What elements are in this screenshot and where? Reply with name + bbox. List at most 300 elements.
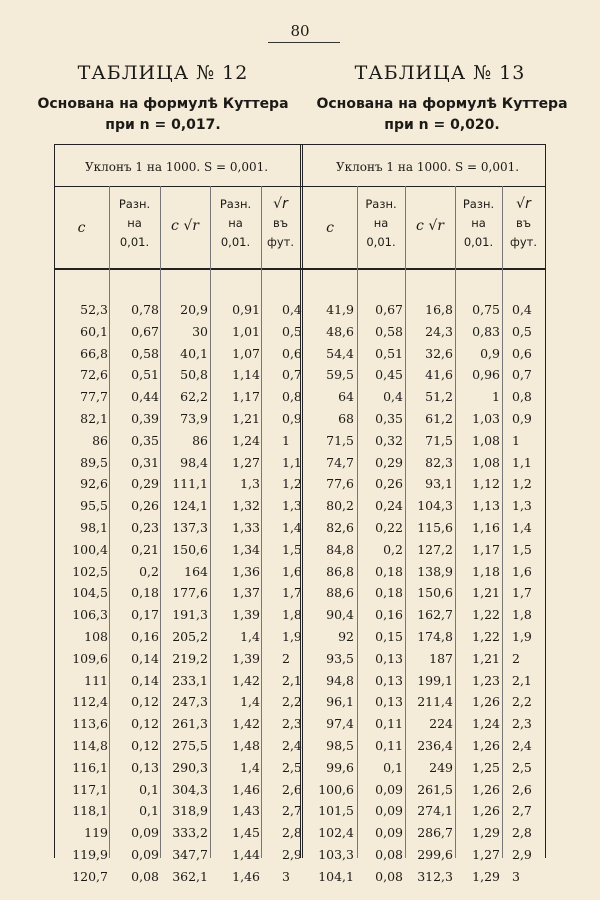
cell-t13-cvr: 162,7	[417, 607, 453, 623]
cell-t13-vr: 1,4	[512, 519, 532, 535]
cell-t12-cvr: 261,3	[172, 716, 208, 732]
cell-t13-c: 94,8	[326, 672, 354, 688]
cell-t13-c: 90,4	[326, 607, 354, 623]
cell-t12-diff: 0,18	[131, 585, 159, 601]
cell-t13-c: 97,4	[326, 716, 354, 732]
cell-t13-c: 96,1	[326, 694, 354, 710]
cell-t13-diff: 0,13	[375, 650, 403, 666]
cell-t12-vr: 1,7	[282, 585, 302, 601]
header-diff	[109, 195, 160, 252]
cell-t13-cvr: 312,3	[417, 868, 453, 884]
table-row	[54, 476, 546, 498]
cell-t12-diff: 1,37	[232, 585, 260, 601]
cell-t13-cvr: 71,5	[425, 432, 453, 448]
cell-t12-cvr: 62,2	[180, 389, 208, 405]
cell-t13-vr: 2,1	[512, 672, 532, 688]
header-vr-line3: фут.	[267, 235, 294, 249]
slope-row-divider	[54, 186, 546, 187]
cell-t13-cvr: 32,6	[425, 345, 453, 361]
cell-t12-c: 82,1	[80, 410, 108, 426]
cell-t13-cvr: 174,8	[417, 628, 453, 644]
cell-t12-diff: 0,1	[139, 781, 159, 797]
cell-t13-diff: 0,75	[472, 302, 500, 317]
cell-t13-vr: 2	[512, 650, 520, 666]
header-diff-line2: на	[471, 216, 486, 230]
cell-t12-vr: 0,4	[282, 302, 302, 317]
cell-t12-c: 117,1	[72, 781, 108, 797]
cell-t13-diff: 0,1	[383, 759, 403, 775]
cell-t12-vr: 2,7	[282, 803, 302, 819]
header-cvr: c √r	[171, 218, 199, 234]
cell-t12-vr: 2,9	[282, 846, 302, 862]
cell-t12-cvr: 111,1	[172, 476, 208, 492]
cell-t12-diff: 0,08	[131, 868, 159, 884]
cell-t13-c: 98,5	[326, 737, 354, 753]
cell-t12-cvr: 98,4	[180, 454, 208, 470]
header-vr-line1: √r	[273, 196, 288, 212]
cell-t12-c: 98,1	[80, 519, 108, 535]
header-vr-line2: въ	[516, 216, 531, 230]
cell-t12-cvr: 124,1	[172, 498, 208, 514]
table-row	[54, 760, 546, 782]
table-row	[54, 607, 546, 629]
cell-t12-c: 120,7	[72, 868, 108, 884]
cell-t13-c: 104,1	[318, 868, 354, 884]
cell-t13-diff: 1,21	[472, 650, 500, 666]
cell-t13-diff: 0,26	[375, 476, 403, 492]
cell-t12-c: 118,1	[72, 803, 108, 819]
table-12-title: ТАБЛИЦА № 12	[77, 62, 249, 84]
cell-t13-c: 99,6	[326, 759, 354, 775]
header-vr	[502, 195, 545, 252]
cell-t13-c: 92	[338, 628, 354, 644]
cell-t13-c: 84,8	[326, 541, 354, 557]
cell-t12-cvr: 290,3	[172, 759, 208, 775]
table-13-subtitle-line2: при n = 0,020.	[384, 117, 500, 133]
cell-t12-diff: 0,44	[131, 389, 159, 405]
cell-t12-c: 52,3	[80, 302, 108, 317]
cell-t12-cvr: 333,2	[172, 825, 208, 841]
cell-t12-vr: 1,1	[282, 454, 302, 470]
table-row	[54, 651, 546, 673]
cell-t13-diff: 0,13	[375, 672, 403, 688]
cell-t12-vr: 1,8	[282, 607, 302, 623]
cell-t13-c: 100,6	[318, 781, 354, 797]
cell-t12-c: 119,9	[72, 846, 108, 862]
cell-t13-diff: 1,27	[472, 846, 500, 862]
cell-t13-diff: 0,08	[375, 868, 403, 884]
cell-t12-diff: 1,14	[232, 367, 260, 383]
cell-t12-c: 77,7	[80, 389, 108, 405]
table-row	[54, 825, 546, 847]
cell-t12-diff: 0,17	[131, 607, 159, 623]
cell-t13-diff: 0,9	[480, 345, 500, 361]
cell-t13-c: 71,5	[326, 432, 354, 448]
cell-t13-diff: 0,83	[472, 323, 500, 339]
cell-t13-diff: 0,45	[375, 367, 403, 383]
table-row	[54, 716, 546, 738]
cell-t12-diff: 1,4	[240, 694, 260, 710]
cell-t13-c: 41,9	[326, 302, 354, 317]
header-vr-line2: въ	[273, 216, 288, 230]
cell-t12-diff: 0,51	[131, 367, 159, 383]
cell-t12-cvr: 30	[192, 323, 208, 339]
cell-t13-cvr: 61,2	[425, 410, 453, 426]
cell-t13-vr: 1,3	[512, 498, 532, 514]
cell-t12-vr: 2	[282, 650, 290, 666]
table-row	[54, 498, 546, 520]
cell-t12-diff: 1,34	[232, 541, 260, 557]
cell-t13-diff: 0,18	[375, 585, 403, 601]
cell-t13-vr: 0,9	[512, 410, 532, 426]
cell-t13-vr: 0,7	[512, 367, 532, 383]
cell-t13-diff: 1,26	[472, 803, 500, 819]
cell-t13-diff: 0,16	[375, 607, 403, 623]
cell-t13-diff: 0,11	[375, 716, 403, 732]
cell-t13-c: 93,5	[326, 650, 354, 666]
cell-t12-c: 66,8	[80, 345, 108, 361]
cell-t13-cvr: 299,6	[417, 846, 453, 862]
cell-t12-vr: 1,5	[282, 541, 302, 557]
cell-t13-diff: 1,22	[472, 628, 500, 644]
cell-t13-diff: 0,15	[375, 628, 403, 644]
cell-t13-diff: 0,22	[375, 519, 403, 535]
cell-t13-diff: 0,09	[375, 781, 403, 797]
table-row	[54, 324, 546, 346]
cell-t12-diff: 1,24	[232, 432, 260, 448]
cell-t13-diff: 0,09	[375, 803, 403, 819]
cell-t12-c: 72,6	[80, 367, 108, 383]
cell-t12-diff: 1,42	[232, 716, 260, 732]
cell-t12-diff: 0,2	[139, 563, 159, 579]
table-row	[54, 585, 546, 607]
cell-t12-diff: 1,17	[232, 389, 260, 405]
cell-t12-c: 113,6	[72, 716, 108, 732]
table-row	[54, 389, 546, 411]
page-number: 80	[290, 22, 310, 40]
cell-t12-diff: 0,12	[131, 716, 159, 732]
cell-t12-diff: 0,23	[131, 519, 159, 535]
cell-t13-diff: 1,29	[472, 868, 500, 884]
cell-t13-diff: 0,4	[383, 389, 403, 405]
table-row	[54, 782, 546, 804]
table-row	[54, 738, 546, 760]
cell-t12-diff: 1,39	[232, 650, 260, 666]
cell-t12-cvr: 219,2	[172, 650, 208, 666]
cell-t12-diff: 1,46	[232, 868, 260, 884]
cell-t13-diff: 1,13	[472, 498, 500, 514]
header-divider	[54, 268, 546, 270]
cell-t13-diff: 0,13	[375, 694, 403, 710]
table-row	[54, 520, 546, 542]
cell-t12-diff: 1,33	[232, 519, 260, 535]
cell-t13-cvr: 199,1	[417, 672, 453, 688]
cell-t13-vr: 3	[512, 868, 520, 884]
table-13-subtitle-line1: Основана на формулѣ Куттера	[316, 96, 568, 112]
cell-t12-c: 116,1	[72, 759, 108, 775]
cell-t13-diff: 1,26	[472, 694, 500, 710]
page-number-rule	[268, 42, 340, 43]
cell-t12-cvr: 318,9	[172, 803, 208, 819]
table-12-subtitle-line1: Основана на формулѣ Куттера	[37, 96, 289, 112]
cell-t12-diff: 0,39	[131, 410, 159, 426]
cell-t12-diff: 1,45	[232, 825, 260, 841]
cell-t13-vr: 1,1	[512, 454, 532, 470]
cell-t13-diff: 1,12	[472, 476, 500, 492]
cell-t13-diff: 1,21	[472, 585, 500, 601]
cell-t12-vr: 0,7	[282, 367, 302, 383]
cell-t13-cvr: 138,9	[417, 563, 453, 579]
cell-t12-diff: 0,1	[139, 803, 159, 819]
cell-t12-vr: 2,1	[282, 672, 302, 688]
cell-t12-cvr: 275,5	[172, 737, 208, 753]
table-row	[54, 542, 546, 564]
cell-t13-diff: 1,08	[472, 432, 500, 448]
cell-t13-diff: 1,18	[472, 563, 500, 579]
cell-t13-diff: 0,11	[375, 737, 403, 753]
cell-t13-diff: 0,18	[375, 563, 403, 579]
cell-t13-c: 64	[338, 389, 354, 405]
cell-t12-c: 114,8	[72, 737, 108, 753]
cell-t12-diff: 0,14	[131, 650, 159, 666]
cell-t12-c: 100,4	[72, 541, 108, 557]
table-12-subtitle	[18, 94, 308, 136]
table-row	[54, 367, 546, 389]
cell-t12-vr: 0,6	[282, 345, 302, 361]
header-diff-line2: на	[228, 216, 243, 230]
table-row	[54, 411, 546, 433]
cell-t12-vr: 1,4	[282, 519, 302, 535]
header-c: c	[326, 220, 334, 236]
cell-t13-cvr: 261,5	[417, 781, 453, 797]
cell-t13-c: 86,8	[326, 563, 354, 579]
cell-t13-cvr: 286,7	[417, 825, 453, 841]
cell-t12-diff: 1,01	[232, 323, 260, 339]
cell-t12-vr: 0,8	[282, 389, 302, 405]
header-c: c	[77, 220, 86, 236]
cell-t12-cvr: 347,7	[172, 846, 208, 862]
cell-t12-vr: 2,2	[282, 694, 302, 710]
cell-t13-c: 59,5	[326, 367, 354, 383]
cell-t12-cvr: 150,6	[172, 541, 208, 557]
table-row	[54, 629, 546, 651]
cell-t13-diff: 1,29	[472, 825, 500, 841]
header-vr	[261, 195, 300, 252]
cell-t13-cvr: 51,2	[425, 389, 453, 405]
cell-t12-diff: 0,12	[131, 737, 159, 753]
cell-t12-diff: 1,39	[232, 607, 260, 623]
header-diff-line1: Разн.	[118, 197, 151, 211]
cell-t13-diff: 1,22	[472, 607, 500, 623]
cell-t12-diff: 1,32	[232, 498, 260, 514]
table-row	[54, 564, 546, 586]
table-row	[54, 803, 546, 825]
cell-t12-cvr: 205,2	[172, 628, 208, 644]
cell-t12-c: 60,1	[80, 323, 108, 339]
cell-t12-c: 92,6	[80, 476, 108, 492]
cell-t13-cvr: 24,3	[425, 323, 453, 339]
header-diff-line2: на	[127, 216, 142, 230]
header-diff	[455, 195, 502, 252]
cell-t12-diff: 0,14	[131, 672, 159, 688]
cell-t13-diff: 0,35	[375, 410, 403, 426]
cell-t13-cvr: 274,1	[417, 803, 453, 819]
header-vr-line1: √r	[516, 196, 531, 212]
cell-t12-diff: 0,67	[131, 323, 159, 339]
cell-t12-vr: 1,9	[282, 628, 302, 644]
cell-t12-cvr: 40,1	[180, 345, 208, 361]
table-13-slope: Уклонъ 1 на 1000. S = 0,001.	[335, 160, 520, 174]
cell-t13-vr: 2,4	[512, 737, 532, 753]
table-row	[54, 455, 546, 477]
cell-t12-c: 108	[84, 628, 108, 644]
cell-t12-c: 86	[92, 432, 108, 448]
cell-t13-cvr: 16,8	[425, 302, 453, 317]
cell-t12-cvr: 86	[192, 432, 208, 448]
cell-t13-diff: 1,17	[472, 541, 500, 557]
cell-t13-vr: 1,8	[512, 607, 532, 623]
cell-t12-cvr: 20,9	[180, 302, 208, 317]
header-diff-line3: 0,01.	[220, 235, 251, 249]
cell-t13-diff: 0,29	[375, 454, 403, 470]
cell-t13-diff: 0,09	[375, 825, 403, 841]
cell-t12-diff: 1,27	[232, 454, 260, 470]
cell-t13-cvr: 224	[429, 716, 453, 732]
cell-t12-vr: 3	[282, 868, 290, 884]
cell-t13-diff: 0,58	[375, 323, 403, 339]
cell-t12-cvr: 137,3	[172, 519, 208, 535]
cell-t12-diff: 0,35	[131, 432, 159, 448]
header-diff-line1: Разн.	[219, 197, 252, 211]
cell-t12-diff: 1,46	[232, 781, 260, 797]
cell-t12-diff: 1,48	[232, 737, 260, 753]
cell-t13-diff: 0,96	[472, 367, 500, 383]
cell-t12-c: 106,3	[72, 607, 108, 623]
table-row	[54, 346, 546, 368]
cell-t13-diff: 1,24	[472, 716, 500, 732]
cell-t12-diff: 0,09	[131, 846, 159, 862]
cell-t13-c: 102,4	[318, 825, 354, 841]
cell-t13-c: 68	[338, 410, 354, 426]
cell-t13-vr: 1,5	[512, 541, 532, 557]
cell-t13-vr: 0,6	[512, 345, 532, 361]
cell-t12-diff: 0,12	[131, 694, 159, 710]
header-vr-line3: фут.	[510, 235, 537, 249]
cell-t12-cvr: 177,6	[172, 585, 208, 601]
cell-t12-c: 112,4	[72, 694, 108, 710]
table-row	[54, 847, 546, 869]
cell-t12-vr: 2,6	[282, 781, 302, 797]
cell-t12-c: 89,5	[80, 454, 108, 470]
cell-t12-vr: 2,4	[282, 737, 302, 753]
cell-t13-vr: 0,8	[512, 389, 532, 405]
cell-t13-vr: 2,6	[512, 781, 532, 797]
cell-t13-vr: 1,7	[512, 585, 532, 601]
table-row	[54, 433, 546, 455]
cell-t13-diff: 0,51	[375, 345, 403, 361]
cell-t12-diff: 1,3	[240, 476, 260, 492]
cell-t12-cvr: 233,1	[172, 672, 208, 688]
cell-t13-c: 48,6	[326, 323, 354, 339]
cell-t13-diff: 1,26	[472, 737, 500, 753]
cell-t12-cvr: 164	[184, 563, 208, 579]
cell-t13-diff: 1,25	[472, 759, 500, 775]
header-diff-line2: на	[373, 216, 389, 230]
cell-t13-c: 88,6	[326, 585, 354, 601]
cell-t13-c: 74,7	[326, 454, 354, 470]
cell-t12-diff: 0,16	[131, 628, 159, 644]
cell-t13-diff: 1,08	[472, 454, 500, 470]
cell-t12-vr: 2,8	[282, 825, 302, 841]
header-diff	[210, 195, 261, 252]
header-diff-line3: 0,01.	[463, 235, 494, 249]
header-cvr: c √r	[416, 218, 444, 234]
table-12-subtitle-line2: при n = 0,017.	[105, 117, 221, 133]
cell-t13-c: 54,4	[326, 345, 354, 361]
cell-t13-vr: 1,6	[512, 563, 532, 579]
cell-t12-diff: 1,4	[240, 628, 260, 644]
table-12-slope: Уклонъ 1 на 1000. S = 0,001.	[84, 160, 269, 174]
cell-t12-diff: 1,43	[232, 803, 260, 819]
cell-t13-cvr: 93,1	[425, 476, 453, 492]
cell-t12-diff: 0,91	[232, 302, 260, 317]
cell-t13-diff: 0,32	[375, 432, 403, 448]
cell-t13-vr: 0,4	[512, 302, 532, 317]
cell-t12-vr: 2,5	[282, 759, 302, 775]
cell-t12-vr: 0,9	[282, 410, 302, 426]
cell-t13-cvr: 236,4	[417, 737, 453, 753]
cell-t13-vr: 2,5	[512, 759, 532, 775]
cell-t13-c: 82,6	[326, 519, 354, 535]
cell-t13-cvr: 82,3	[425, 454, 453, 470]
cell-t13-vr: 1	[512, 432, 520, 448]
cell-t12-diff: 0,13	[131, 759, 159, 775]
header-diff-line1: Разн.	[365, 197, 397, 211]
cell-t12-vr: 1	[282, 432, 290, 448]
cell-t12-diff: 0,21	[131, 541, 159, 557]
cell-t13-vr: 2,3	[512, 716, 532, 732]
cell-t13-diff: 0,08	[375, 846, 403, 862]
cell-t12-diff: 0,58	[131, 345, 159, 361]
cell-t13-cvr: 150,6	[417, 585, 453, 601]
cell-t12-diff: 0,31	[131, 454, 159, 470]
cell-t12-diff: 0,29	[131, 476, 159, 492]
table-13-subtitle	[297, 94, 587, 136]
cell-t12-diff: 0,78	[131, 302, 159, 317]
table-row	[54, 869, 546, 891]
cell-t13-diff: 0,24	[375, 498, 403, 514]
cell-t13-vr: 1,9	[512, 628, 532, 644]
cell-t12-diff: 1,21	[232, 410, 260, 426]
cell-t13-cvr: 115,6	[417, 519, 453, 535]
cell-t12-diff: 1,4	[240, 759, 260, 775]
cell-t12-c: 102,5	[72, 563, 108, 579]
cell-t13-cvr: 104,3	[417, 498, 453, 514]
table-row	[54, 694, 546, 716]
cell-t12-cvr: 73,9	[180, 410, 208, 426]
cell-t13-cvr: 211,4	[417, 694, 453, 710]
cell-t13-diff: 1	[492, 389, 500, 405]
cell-t12-c: 111	[84, 672, 108, 688]
header-diff-line1: Разн.	[462, 197, 495, 211]
header-diff	[357, 195, 405, 252]
cell-t12-vr: 1,6	[282, 563, 302, 579]
cell-t13-vr: 2,8	[512, 825, 532, 841]
cell-t12-vr: 0,5	[282, 323, 302, 339]
cell-t13-diff: 1,16	[472, 519, 500, 535]
cell-t12-cvr: 50,8	[180, 367, 208, 383]
cell-t13-diff: 0,2	[383, 541, 403, 557]
